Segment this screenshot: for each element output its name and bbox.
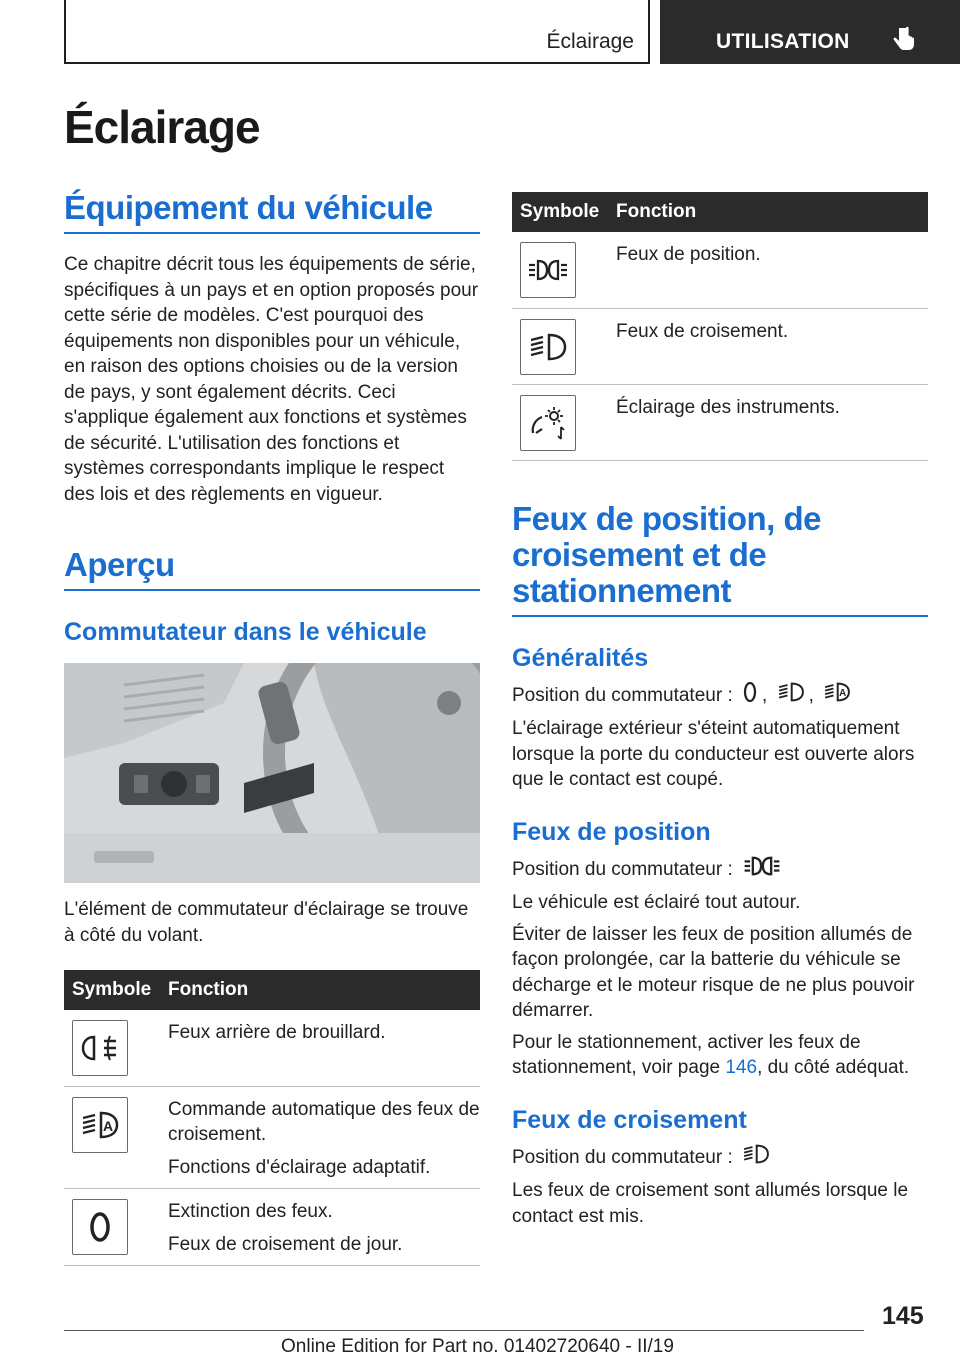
header-section-box [64,0,650,64]
header-chapter-title: UTILISATION [716,30,850,53]
lights-off-icon [72,1199,128,1255]
function-text: Feux de position. [616,244,761,265]
general-text: L'éclairage extérieur s'éteint automatiquement lorsque la porte du conducteur est ouverte alors que le contact est coupé. [512,718,915,790]
function-text: Extinction des feux. [168,1200,333,1222]
parking-lights-icon [520,242,576,298]
position-text-3 [512,1030,928,1081]
auto-headlight-icon [823,681,851,711]
auto-headlight-icon [72,1097,128,1153]
table-row [64,1086,480,1188]
general-position-line: Position du commutateur : , , A [512,681,928,711]
header-chapter-box [660,0,960,64]
table-row [512,232,928,308]
footer-edition: Online Edition for Part no. 01402720640 - II/19 [281,1336,674,1357]
col-function-header: Fonction [610,192,928,232]
footer-divider [64,1330,864,1331]
switch-heading: Commutateur dans le véhicule [64,618,427,646]
low-beam-heading: Feux de croisement [512,1105,747,1134]
position-text-3-a: Pour le stationnement, activer les feux de stationnement, voir page [512,1031,861,1078]
switch-position-label: Position du commutateur : [512,858,733,880]
equipment-text: Ce chapitre décrit tous les équipements de série, spécifiques à un pays et en option proposés pour cette série de modèles. C'est pourquoi des équipements non disponibles pour un véhicule, en raison des options choisies ou de la version de pays, y sont également décrits. Ceci s'applique également aux fonctions et systèmes de sécurité. L'utilisation des fonctions et systèmes correspondants implique le respect des lois et des règlements en vigueur. [64,254,479,505]
overview-heading: Aperçu [64,547,480,591]
instrument-lighting-icon [520,395,576,451]
symbol-table-right [512,192,928,461]
svg-text:A: A [839,687,847,699]
function-text: Feux de croisement de jour. [168,1233,403,1255]
main-heading: Feux de position, de croisement et de stationnement [512,501,928,617]
table-row [64,1188,480,1265]
page-title: Éclairage [64,101,260,153]
position-text-3-b: , du côté adéquat. [757,1057,910,1078]
function-text: Feux de croisement. [616,320,789,342]
function-text: Éclairage des instruments. [616,396,840,418]
parking-lights-icon [742,855,782,885]
col-symbol-header: Symbole [512,192,610,232]
switch-position-label: Position du commutateur : [512,684,733,706]
equipment-heading: Équipement du véhicule [64,190,480,234]
col-function-header: Fonction [162,970,480,1010]
position-text-2: Éviter de laisser les feux de position allumés de façon prolongée, car la batterie du véhicule se décharge et le moteur risque de ne plus pouvoir démarrer. [512,923,915,1021]
table-row [64,1010,480,1086]
position-position-line [512,855,928,885]
function-text: Commande automatique des feux de croisement. [168,1098,480,1145]
table-row [512,308,928,384]
function-text: Feux arrière de brouillard. [168,1022,386,1043]
page-number: 145 [882,1302,924,1330]
table-row [512,384,928,460]
switch-position-label: Position du commutateur : [512,1146,733,1168]
position-lights-heading: Feux de position [512,817,711,846]
rear-fog-light-icon [72,1020,128,1076]
page-ref-link[interactable]: 146 [725,1057,758,1078]
low-beam-text: Les feux de croisement sont allumés lorsque le contact est mis. [512,1180,909,1227]
photo-caption: L'élément de commutateur d'éclairage se trouve à côté du volant. [64,899,469,946]
right-column [512,192,928,1229]
low-beam-icon [520,319,576,375]
low-beam-icon [777,681,805,711]
header-section-title: Éclairage [546,30,634,53]
general-heading: Généralités [512,643,649,672]
low-position-line [512,1143,928,1173]
function-text: Fonctions d'éclairage adaptatif. [168,1156,431,1178]
lights-off-icon [742,681,758,711]
left-column [64,190,480,1266]
position-text-1: Le véhicule est éclairé tout autour. [512,892,801,913]
light-switch-photo [64,663,480,883]
svg-text:A: A [103,1117,114,1134]
col-symbol-header: Symbole [64,970,162,1010]
hand-pointer-icon [892,26,916,54]
symbol-table-left [64,970,480,1266]
low-beam-icon [742,1143,770,1173]
